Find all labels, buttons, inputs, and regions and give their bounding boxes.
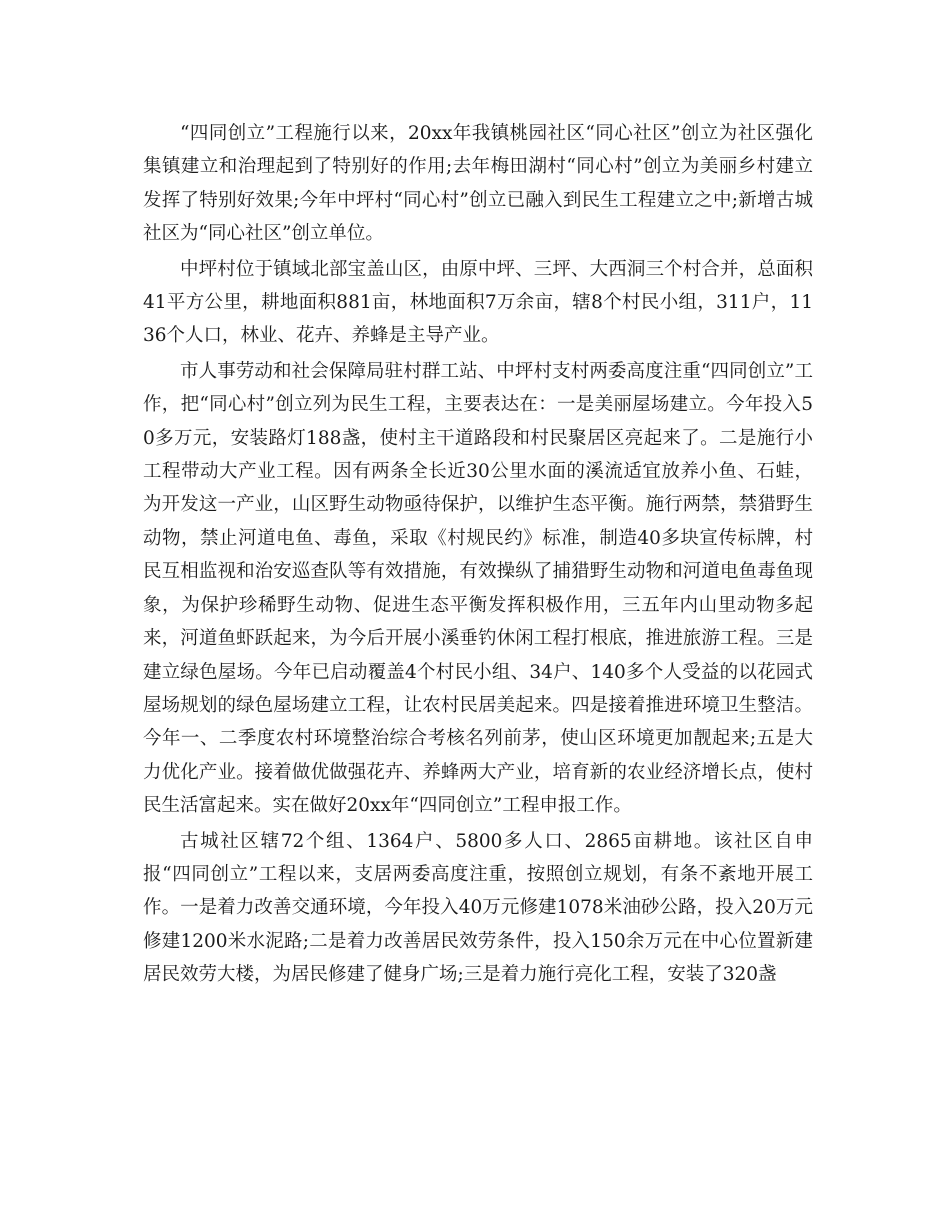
paragraph-4: 古城社区辖72个组、1364户、5800多人口、2865亩耕地。该社区自申报“四同创立”工程以来，支居两委高度注重，按照创立规划，有条不紊地开展工作。一是着力改善交通环境，今年投入40万元修建1078米油砂公路，投入20万元修建1200米水泥路;二是着力改善居民效劳条件，投入150余万元在中心位置新建居民效劳大楼，为居民修建了健身广场;三是着力施行亮化工程，安装了320盏 [143, 830, 813, 986]
paragraph-2: 中坪村位于镇域北部宝盖山区，由原中坪、三坪、大西洞三个村合并，总面积41平方公里，耕地面积881亩，林地面积7万余亩，辖8个村民小组，311户，1136个人口，林业、花卉、养蜂是主导产业。 [143, 258, 813, 347]
paragraph-1: “四同创立”工程施行以来，20xx年我镇桃园社区“同心社区”创立为社区强化集镇建立和治理起到了特别好的作用;去年梅田湖村“同心村”创立为美丽乡村建立发挥了特别好效果;今年中坪村“同心村”创立已融入到民生工程建立之中;新增古城社区为“同心社区”创立单位。 [143, 123, 813, 245]
document-body [143, 117, 813, 994]
paragraph-3: 市人事劳动和社会保障局驻村群工站、中坪村支村两委高度注重“四同创立”工作，把“同心村”创立列为民生工程，主要表达在：一是美丽屋场建立。今年投入50多万元，安装路灯188盏，使村主干道路段和村民聚居区亮起来了。二是施行小工程带动大产业工程。因有两条全长近30公里水面的溪流适宜放养小鱼、石蛙，为开发这一产业，山区野生动物亟待保护，以维护生态平衡。施行两禁，禁猎野生动物，禁止河道电鱼、毒鱼，采取《村规民约》标准，制造40多块宣传标牌，村民互相监视和治安巡查队等有效措施，有效操纵了捕猎野生动物和河道电鱼毒鱼现象，为保护珍稀野生动物、促进生态平衡发挥积极作用，三五年内山里动物多起来，河道鱼虾跃起来，为今后开展小溪垂钓休闲工程打根底，推进旅游工程。三是建立绿色屋场。今年已启动覆盖4个村民小组、34户、140多个人受益的以花园式屋场规划的绿色屋场建立工程，让农村民居美起来。四是接着推进环境卫生整洁。今年一、二季度农村环境整治综合考核名列前茅，使山区环境更加靓起来;五是大力优化产业。接着做优做强花卉、养蜂两大产业，培育新的农业经济增长点，使村民生活富起来。实在做好20xx年“四同创立”工程申报工作。 [143, 360, 813, 817]
